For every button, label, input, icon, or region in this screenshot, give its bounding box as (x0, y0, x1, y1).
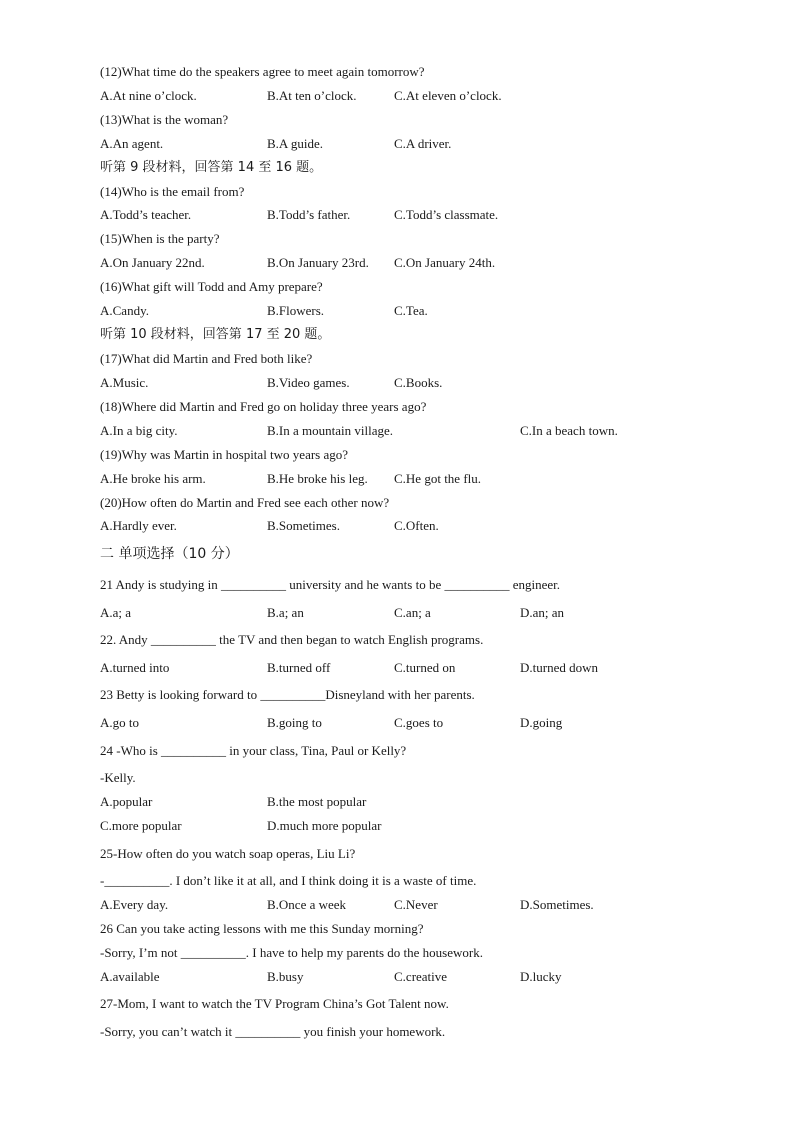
q26-option-c: C.creative (394, 969, 448, 984)
q25-answer-line: -__________. I don’t like it at all, and I think doing it is a waste of time. (100, 873, 477, 888)
q23-option-d: D.going (520, 715, 563, 730)
q20-option-a: A.Hardly ever. (100, 518, 177, 533)
q13-option-c: C.A driver. (394, 136, 452, 151)
q14-option-a: A.Todd’s teacher. (100, 207, 192, 222)
q18-option-a: A.In a big city. (100, 423, 178, 438)
q21-option-b: B.a; an (267, 605, 304, 620)
question-22: 22. Andy __________ the TV and then began to watch English programs. (100, 632, 484, 647)
question-23: 23 Betty is looking forward to __________Disneyland with her parents. (100, 687, 475, 702)
q24-option-a: A.popular (100, 794, 153, 809)
q22-option-d: D.turned down (520, 660, 598, 675)
q15-option-b: B.On January 23rd. (267, 255, 369, 270)
question-12: (12)What time do the speakers agree to meet again tomorrow? (100, 64, 425, 79)
q12-option-b: B.At ten o’clock. (267, 88, 357, 103)
question-16: (16)What gift will Todd and Amy prepare? (100, 279, 323, 294)
q22-option-a: A.turned into (100, 660, 170, 675)
q14-option-c: C.Todd’s classmate. (394, 207, 499, 222)
q19-option-a: A.He broke his arm. (100, 471, 206, 486)
q22-option-c: C.turned on (394, 660, 456, 675)
question-20: (20)How often do Martin and Fred see each other now? (100, 495, 390, 510)
question-19: (19)Why was Martin in hospital two years ago? (100, 447, 349, 462)
q19-option-c: C.He got the flu. (394, 471, 482, 486)
question-15: (15)When is the party? (100, 231, 220, 246)
q14-option-b: B.Todd’s father. (267, 207, 351, 222)
q18-option-c: C.In a beach town. (520, 423, 618, 438)
question-24: 24 -Who is __________ in your class, Tina, Paul or Kelly? (100, 743, 407, 758)
q20-option-c: C.Often. (394, 518, 439, 533)
q13-option-a: A.An agent. (100, 136, 164, 151)
q23-option-b: B.going to (267, 715, 322, 730)
question-21: 21 Andy is studying in __________ university and he wants to be __________ engineer. (100, 577, 561, 592)
section-10-instruction: 听第 10 段材料，回答第 17 至 20 题。 (100, 327, 331, 342)
q15-option-a: A.On January 22nd. (100, 255, 205, 270)
q20-option-b: B.Sometimes. (267, 518, 340, 533)
q19-option-b: B.He broke his leg. (267, 471, 368, 486)
q21-option-a: A.a; a (100, 605, 132, 620)
question-25: 25-How often do you watch soap operas, Liu Li? (100, 846, 356, 861)
question-27: 27-Mom, I want to watch the TV Program China’s Got Talent now. (100, 996, 449, 1011)
q24-option-d: D.much more popular (267, 818, 382, 833)
q12-option-c: C.At eleven o’clock. (394, 88, 502, 103)
q17-option-a: A.Music. (100, 375, 149, 390)
question-13: (13)What is the woman? (100, 112, 229, 127)
q17-option-b: B.Video games. (267, 375, 350, 390)
q21-option-c: C.an; a (394, 605, 431, 620)
q16-option-a: A.Candy. (100, 303, 149, 318)
section-two-title: 二 单项选择（10 分） (100, 546, 239, 562)
q18-option-b: B.In a mountain village. (267, 423, 394, 438)
q26-option-b: B.busy (267, 969, 304, 984)
question-17: (17)What did Martin and Fred both like? (100, 351, 313, 366)
q26-option-d: D.lucky (520, 969, 562, 984)
q16-option-c: C.Tea. (394, 303, 428, 318)
q22-option-b: B.turned off (267, 660, 331, 675)
q16-option-b: B.Flowers. (267, 303, 325, 318)
q25-option-a: A.Every day. (100, 897, 169, 912)
q27-answer-line: -Sorry, you can’t watch it __________ you finish your homework. (100, 1024, 446, 1039)
q23-option-c: C.goes to (394, 715, 444, 730)
question-18: (18)Where did Martin and Fred go on holiday three years ago? (100, 399, 427, 414)
q23-option-a: A.go to (100, 715, 139, 730)
q21-option-d: D.an; an (520, 605, 565, 620)
q13-option-b: B.A guide. (267, 136, 323, 151)
q26-option-a: A.available (100, 969, 160, 984)
q25-option-d: D.Sometimes. (520, 897, 594, 912)
question-26: 26 Can you take acting lessons with me this Sunday morning? (100, 921, 424, 936)
q15-option-c: C.On January 24th. (394, 255, 496, 270)
q24-option-b: B.the most popular (267, 794, 367, 809)
q24-option-c: C.more popular (100, 818, 182, 833)
question-14: (14)Who is the email from? (100, 184, 245, 199)
q25-option-b: B.Once a week (267, 897, 347, 912)
q24-answer-line: -Kelly. (100, 770, 136, 785)
q26-answer-line: -Sorry, I’m not __________. I have to help my parents do the housework. (100, 945, 483, 960)
q25-option-c: C.Never (394, 897, 438, 912)
q17-option-c: C.Books. (394, 375, 443, 390)
q12-option-a: A.At nine o’clock. (100, 88, 197, 103)
section-9-instruction: 听第 9 段材料，回答第 14 至 16 题。 (100, 160, 323, 175)
